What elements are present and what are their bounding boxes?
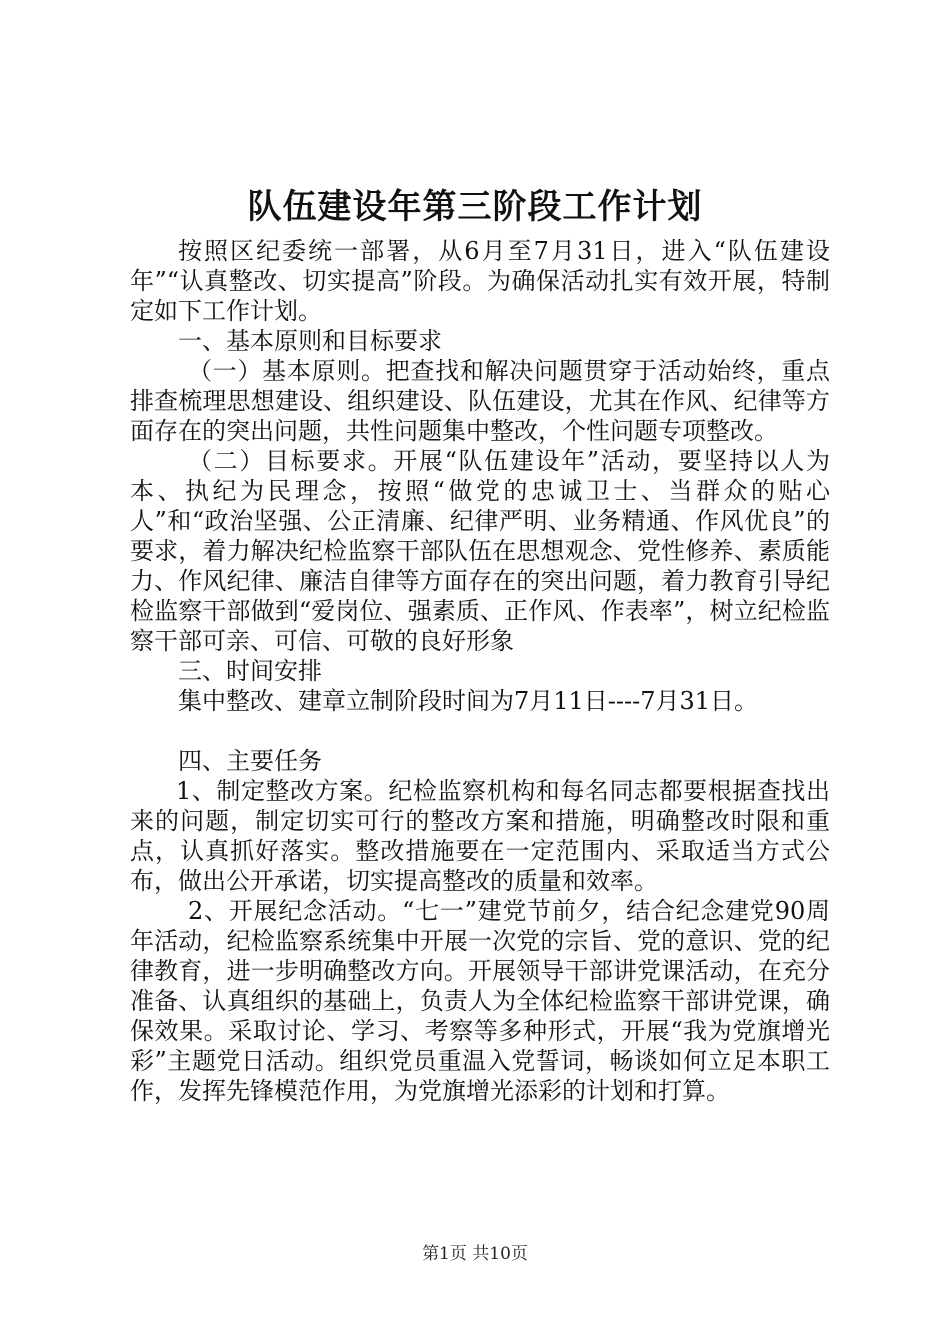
- paragraph-target-requirements: （二）目标要求。开展“队伍建设年”活动，要坚持以人为本、执纪为民理念，按照“做党的忠诚卫士、当群众的贴心人”和“政治坚强、公正清廉、纪律严明、业务精通、作风优良”的要求，着力解决纪检监察干部队伍在思想观念、党性修养、素质能力、作风纪律、廉洁自律等方面存在的突出问题，着力教育引导纪检监察干部做到“爱岗位、强素质、正作风、作表率”，树立纪检监察干部可亲、可信、可敬的良好形象: [130, 447, 830, 655]
- section-heading-schedule: 三、时间安排: [178, 657, 322, 685]
- paragraph-task-1: 1、制定整改方案。纪检监察机构和每名同志都要根据查找出来的问题，制定切实可行的整改方案和措施，明确整改时限和重点，认真抓好落实。整改措施要在一定范围内、采取适当方式公布，做出公开承诺，切实提高整改的质量和效率。: [130, 777, 830, 895]
- document-body: [130, 236, 830, 1106]
- intro-paragraph: 按照区纪委统一部署，从6月至7月31日，进入“队伍建设年”“认真整改、切实提高”阶段。为确保活动扎实有效开展，特制定如下工作计划。: [130, 237, 830, 325]
- paragraph-schedule: 集中整改、建章立制阶段时间为7月11日----7月31日。: [178, 687, 759, 715]
- section-heading-main-tasks: 四、主要任务: [178, 747, 322, 775]
- paragraph-basic-principles: （一）基本原则。把查找和解决问题贯穿于活动始终，重点排查梳理思想建设、组织建设、队伍建设，尤其在作风、纪律等方面存在的突出问题，共性问题集中整改，个性问题专项整改。: [130, 357, 830, 445]
- page-number: 第1页 共10页: [422, 1244, 528, 1264]
- section-heading-principles: 一、基本原则和目标要求: [178, 327, 442, 355]
- document-title: 队伍建设年第三阶段工作计划: [247, 187, 703, 227]
- paragraph-task-2: 2、开展纪念活动。“七一”建党节前夕，结合纪念建党90周年活动，纪检监察系统集中开展一次党的宗旨、党的意识、党的纪律教育，进一步明确整改方向。开展领导干部讲党课活动，在充分准备、认真组织的基础上，负责人为全体纪检监察干部讲党课，确保效果。采取讨论、学习、考察等多种形式，开展“我为党旗增光彩”主题党日活动。组织党员重温入党誓词，畅谈如何立足本职工作，发挥先锋模范作用，为党旗增光添彩的计划和打算。: [130, 897, 830, 1105]
